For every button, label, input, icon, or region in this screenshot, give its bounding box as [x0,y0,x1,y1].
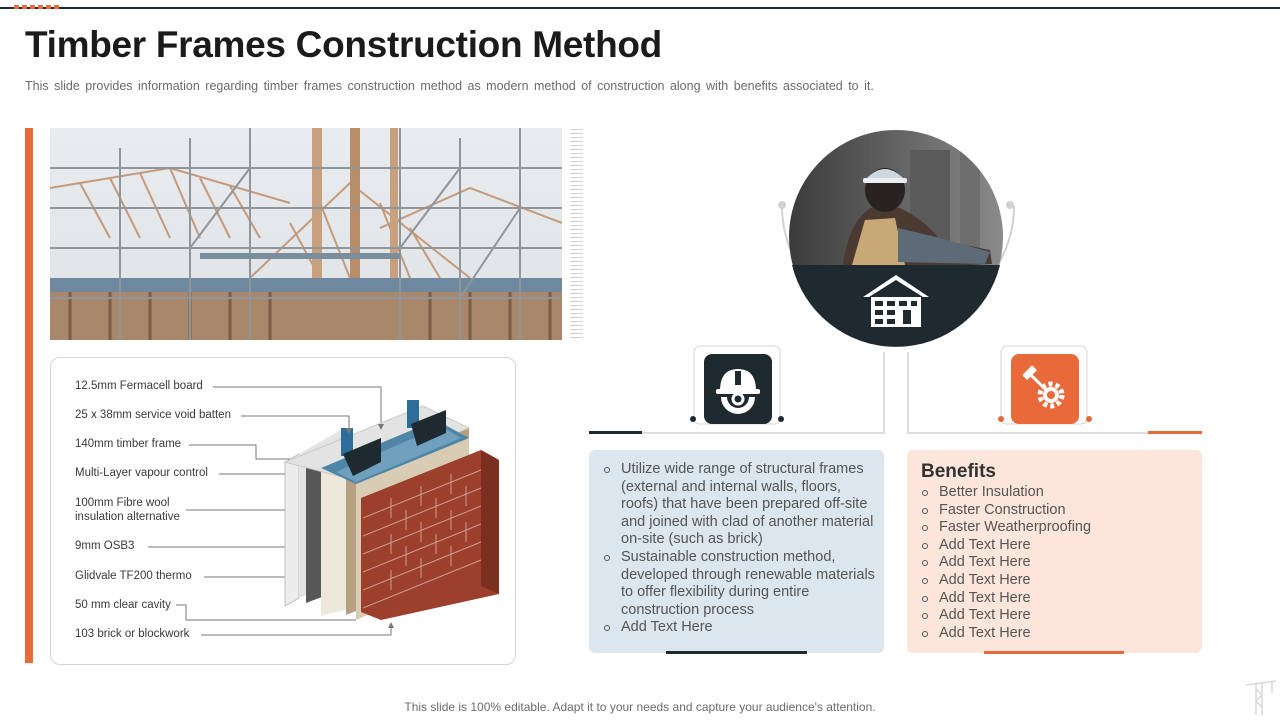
page-title: Timber Frames Construction Method [25,24,662,65]
layer-label-timber-frame: 140mm timber frame [75,438,182,450]
layer-label-fermacell: 12.5mm Fermacell board [75,380,203,392]
timber-frame-photo [50,128,562,340]
list-item: Add Text Here [921,625,1193,643]
right-card-underline [984,651,1124,654]
list-item: Add Text Here [921,607,1193,625]
list-item: Add Text Here [921,537,1193,555]
footer-note: This slide is 100% editable. Adapt it to your needs and capture your audience's attention. [404,700,876,714]
layer-label-insulation: insulation alternative [75,511,180,523]
top-dash-ornament [14,5,62,9]
top-rule [0,7,1280,9]
list-item: Add Text Here [603,619,875,637]
method-description-card [589,450,884,653]
list-item: Add Text Here [921,572,1193,590]
crane-watermark-icon [1246,675,1276,715]
list-item: Faster Construction [921,502,1193,520]
layer-label-fibre-wool: 100mm Fibre wool [75,497,170,509]
layer-label-cavity: 50 mm clear cavity [75,599,171,611]
list-item: Add Text Here [921,590,1193,608]
page-subtitle: This slide provides information regarding timber frames construction method as modern method of construction along with benefits associated to it. [25,79,874,93]
list-item: Better Insulation [921,484,1193,502]
benefits-title: Benefits [921,461,996,482]
layer-label-glidvale: Glidvale TF200 thermo [75,570,192,582]
orange-accent-bar [25,128,33,663]
layer-label-batten: 25 x 38mm service void batten [75,409,231,421]
layer-label-osb3: 9mm OSB3 [75,540,135,552]
hub-graphic [580,130,1220,440]
list-item: Add Text Here [921,554,1193,572]
layer-label-brick: 103 brick or blockwork [75,628,190,640]
list-item: Utilize wide range of structural frames (external and internal walls, floors, roofs) that have been prepared off-site and joined with clad of another material on-site (such as brick) [603,461,875,549]
list-item: Faster Weatherproofing [921,519,1193,537]
wall-layers-card [50,357,516,665]
layer-label-vapour: Multi-Layer vapour control [75,467,208,479]
benefits-card [907,450,1202,653]
list-item: Sustainable construction method, developed through renewable materials to offer flexibility during entire construction process [603,549,875,619]
left-card-underline [666,651,807,654]
